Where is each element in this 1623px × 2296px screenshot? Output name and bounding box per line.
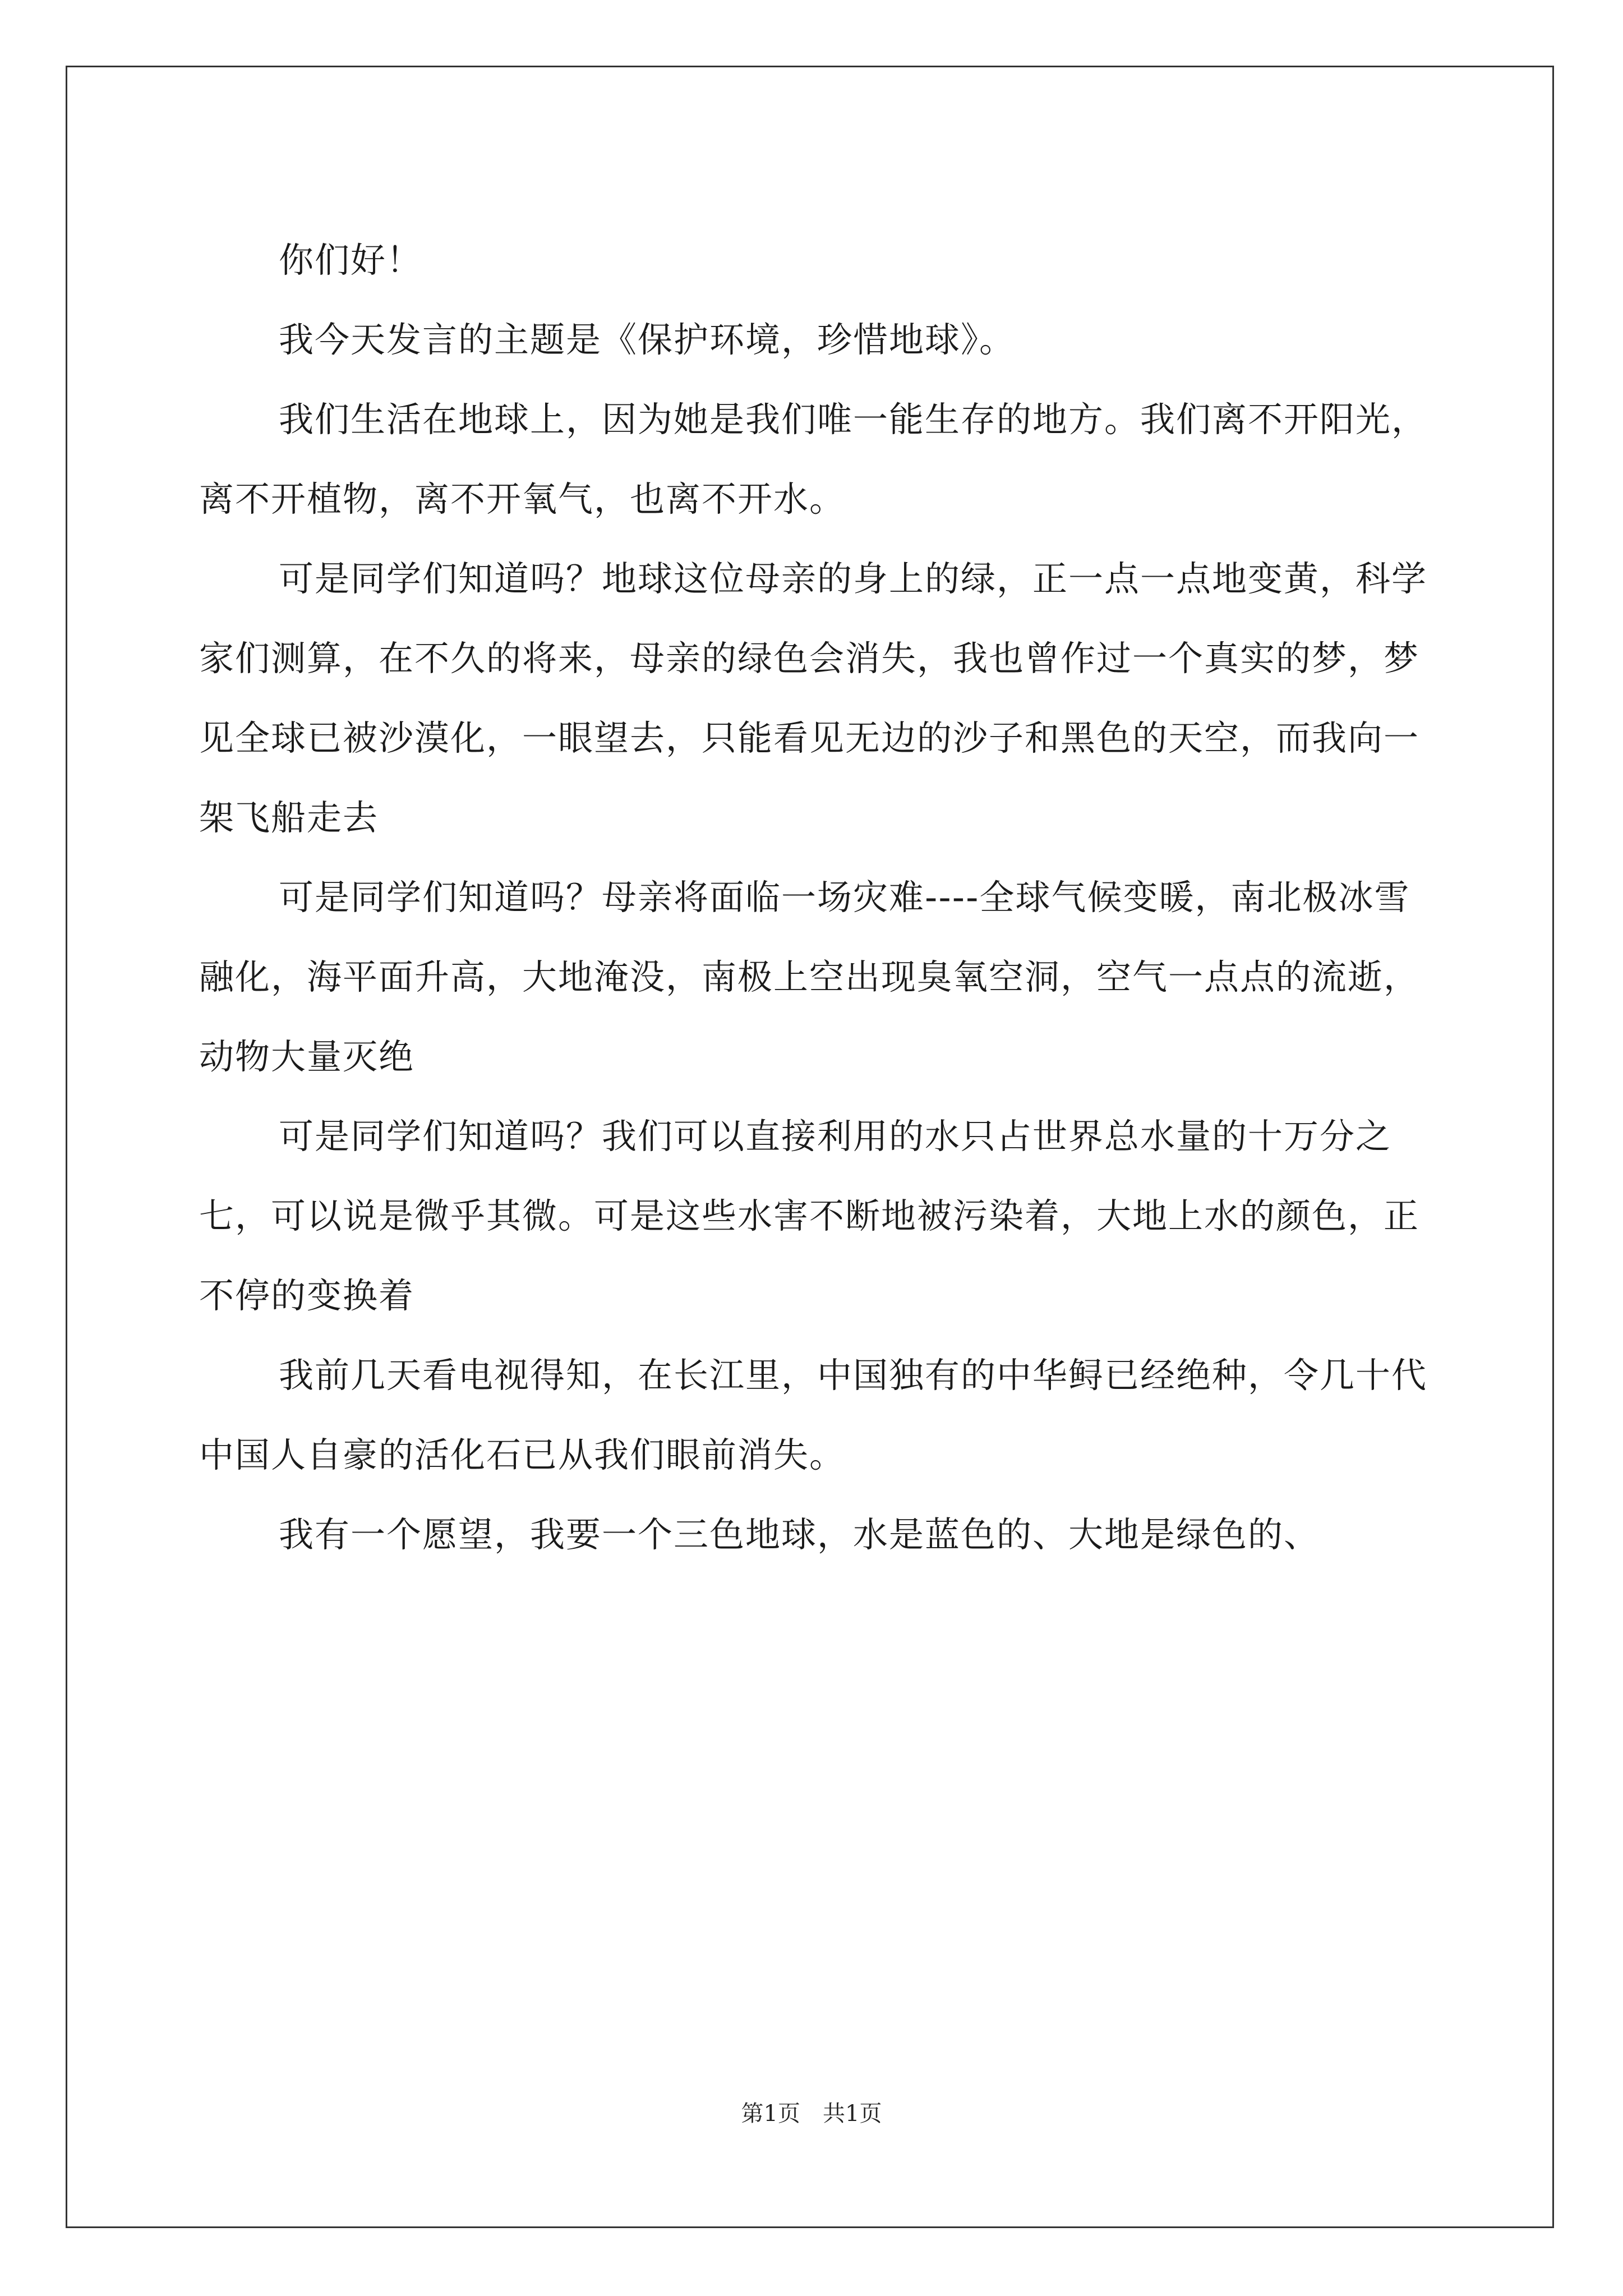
paragraph: 我前几天看电视得知，在长江里，中国独有的中华鲟已经绝种，令几十代中国人自豪的活化石已从我们眼前消失。 xyxy=(199,1355,1428,1475)
paragraph: 可是同学们知道吗？地球这位母亲的身上的绿，正一点一点地变黄，科学家们测算，在不久的将来，母亲的绿色会消失，我也曾作过一个真实的梦，梦见全球已被沙漠化，一眼望去，只能看见无边的沙子和黑色的天空，而我向一架飞船走去 xyxy=(199,558,1428,838)
paragraph: 可是同学们知道吗？我们可以直接利用的水只占世界总水量的十万分之七，可以说是微乎其微。可是这些水害不断地被污染着，大地上水的颜色，正不停的变换着 xyxy=(199,1116,1420,1316)
paragraph: 我们生活在地球上，因为她是我们唯一能生存的地方。我们离不开阳光，离不开植物，离不开氧气，也离不开水。 xyxy=(199,399,1428,519)
document-body xyxy=(199,220,1427,1575)
paragraph: 我有一个愿望，我要一个三色地球，水是蓝色的、大地是绿色的、 xyxy=(279,1514,1320,1555)
page-number-footer: 第1页 共1页 xyxy=(741,2101,882,2127)
paragraph: 可是同学们知道吗？母亲将面临一场灾难----全球气候变暖，南北极冰雪融化，海平面升高，大地淹没，南极上空出现臭氧空洞，空气一点点的流逝，动物大量灭绝 xyxy=(199,877,1420,1077)
paragraph-greeting: 你们好！ xyxy=(279,240,423,280)
paragraph-topic: 我今天发言的主题是《保护环境，珍惜地球》。 xyxy=(279,319,1016,360)
